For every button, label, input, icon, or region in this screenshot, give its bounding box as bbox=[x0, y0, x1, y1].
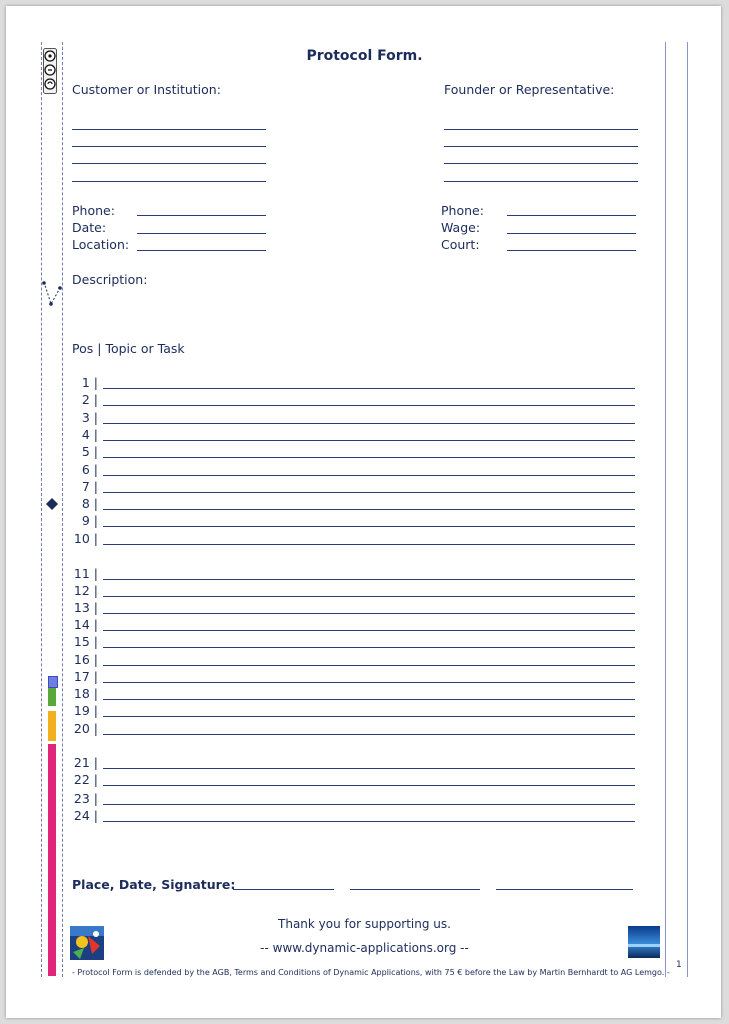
date-input-line[interactable] bbox=[137, 233, 266, 234]
position-number: 13 | bbox=[73, 600, 98, 615]
left-field-location-label: Location: bbox=[72, 237, 130, 252]
customer-line[interactable] bbox=[72, 181, 266, 182]
signature-label: Place, Date, Signature: bbox=[72, 877, 236, 892]
position-number: 1 | bbox=[81, 375, 98, 390]
website-link[interactable]: -- www.dynamic-applications.org -- bbox=[260, 941, 469, 955]
position-number: 19 | bbox=[73, 703, 98, 718]
customer-line[interactable] bbox=[72, 163, 266, 164]
topic-input-line[interactable] bbox=[103, 509, 635, 510]
document-page bbox=[6, 6, 721, 1018]
topic-input-line[interactable] bbox=[103, 716, 635, 717]
page-number: 1 bbox=[676, 960, 682, 970]
court-input-line[interactable] bbox=[507, 250, 636, 251]
position-number: 12 | bbox=[73, 583, 98, 598]
position-number: 21 | bbox=[73, 755, 98, 770]
position-number: 2 | bbox=[81, 392, 98, 407]
topic-input-line[interactable] bbox=[103, 579, 635, 580]
topic-input-line[interactable] bbox=[103, 630, 635, 631]
right-field-court-label: Court: bbox=[441, 237, 480, 252]
position-number: 3 | bbox=[81, 410, 98, 425]
topic-input-line[interactable] bbox=[103, 475, 635, 476]
position-number: 17 | bbox=[73, 669, 98, 684]
logo-image-left bbox=[70, 926, 104, 960]
left-field-phone-label: Phone: bbox=[72, 203, 115, 218]
location-input-line[interactable] bbox=[137, 250, 266, 251]
description-label: Description: bbox=[72, 272, 148, 287]
logo-image-right bbox=[628, 926, 660, 958]
topic-input-line[interactable] bbox=[103, 804, 635, 805]
topic-input-line[interactable] bbox=[103, 682, 635, 683]
right-margin-rule bbox=[665, 42, 666, 977]
topic-input-line[interactable] bbox=[103, 613, 635, 614]
position-number: 22 | bbox=[73, 772, 98, 787]
wage-input-line[interactable] bbox=[507, 233, 636, 234]
position-number: 18 | bbox=[73, 686, 98, 701]
position-number: 15 | bbox=[73, 634, 98, 649]
position-number: 11 | bbox=[73, 566, 98, 581]
topic-input-line[interactable] bbox=[103, 423, 635, 424]
topic-input-line[interactable] bbox=[103, 785, 635, 786]
founder-line[interactable] bbox=[444, 181, 638, 182]
position-number: 20 | bbox=[73, 721, 98, 736]
position-number: 16 | bbox=[73, 652, 98, 667]
topic-input-line[interactable] bbox=[103, 405, 635, 406]
form-title: Protocol Form. bbox=[306, 48, 423, 64]
topic-header: Topic or Task bbox=[105, 341, 185, 356]
topic-input-line[interactable] bbox=[103, 492, 635, 493]
customer-label: Customer or Institution: bbox=[72, 82, 221, 97]
position-number: 4 | bbox=[81, 427, 98, 442]
topic-input-line[interactable] bbox=[103, 665, 635, 666]
position-number: 7 | bbox=[81, 479, 98, 494]
topic-input-line[interactable] bbox=[103, 821, 635, 822]
left-field-date-label: Date: bbox=[72, 220, 107, 235]
thanks-text: Thank you for supporting us. bbox=[278, 917, 451, 931]
founder-line[interactable] bbox=[444, 146, 638, 147]
marker-icon bbox=[42, 280, 64, 308]
topic-input-line[interactable] bbox=[103, 596, 635, 597]
position-number: 5 | bbox=[81, 444, 98, 459]
position-number: 8 | bbox=[81, 496, 98, 511]
right-field-wage-label: Wage: bbox=[441, 220, 481, 235]
position-number: 24 | bbox=[73, 808, 98, 823]
position-number: 10 | bbox=[73, 531, 98, 546]
founder-line[interactable] bbox=[444, 129, 638, 130]
place-signature-line[interactable] bbox=[233, 889, 334, 890]
right-outer-rule bbox=[687, 42, 688, 977]
topic-input-line[interactable] bbox=[103, 388, 635, 389]
pos-table-header bbox=[72, 341, 185, 356]
topic-input-line[interactable] bbox=[103, 647, 635, 648]
position-number: 14 | bbox=[73, 617, 98, 632]
position-number: 6 | bbox=[81, 462, 98, 477]
founder-line[interactable] bbox=[444, 163, 638, 164]
customer-line[interactable] bbox=[72, 146, 266, 147]
topic-input-line[interactable] bbox=[103, 544, 635, 545]
legal-notice: - Protocol Form is defended by the AGB, Terms and Conditions of Dynamic Applications, with 75 € before the Law by Martin Bernhardt to AG Lemgo. - bbox=[72, 968, 670, 977]
position-number: 23 | bbox=[73, 791, 98, 806]
date-signature-line[interactable] bbox=[350, 889, 480, 890]
topic-input-line[interactable] bbox=[103, 457, 635, 458]
right-phone-input-line[interactable] bbox=[507, 215, 636, 216]
right-field-phone-label: Phone: bbox=[441, 203, 484, 218]
topic-input-line[interactable] bbox=[103, 734, 635, 735]
topic-input-line[interactable] bbox=[103, 440, 635, 441]
topic-input-line[interactable] bbox=[103, 768, 635, 769]
position-number: 9 | bbox=[81, 513, 98, 528]
topic-input-line[interactable] bbox=[103, 699, 635, 700]
customer-line[interactable] bbox=[72, 129, 266, 130]
signature-line[interactable] bbox=[496, 889, 633, 890]
pos-separator: | bbox=[97, 341, 102, 356]
pos-header: Pos bbox=[72, 341, 94, 356]
topic-input-line[interactable] bbox=[103, 526, 635, 527]
phone-input-line[interactable] bbox=[137, 215, 266, 216]
founder-label: Founder or Representative: bbox=[444, 82, 615, 97]
